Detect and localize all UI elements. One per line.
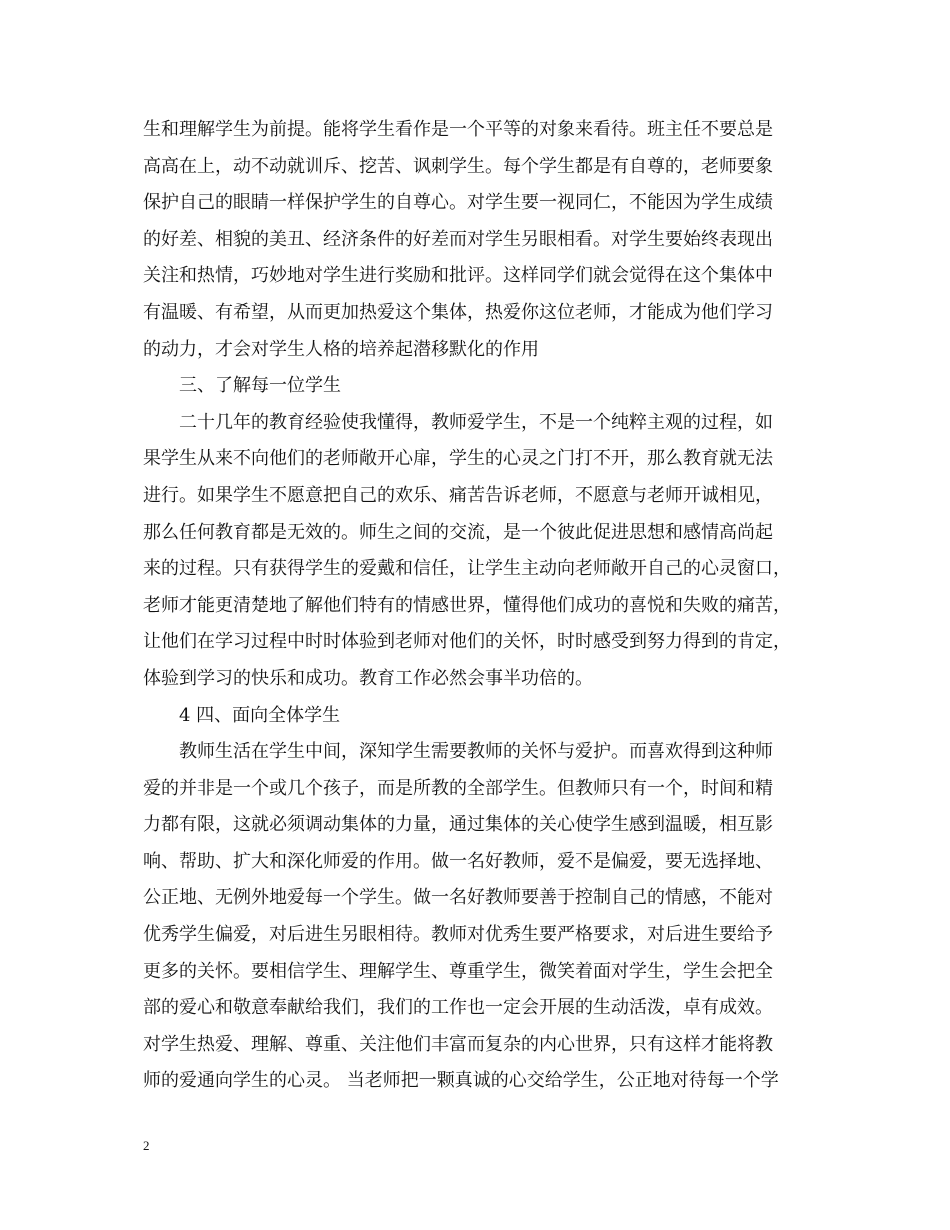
paragraph-line: 响、帮助、扩大和深化师爱的作用。做一名好教师，爱不是偏爱，要无选择地、 [143, 850, 773, 872]
paragraph-line: 让他们在学习过程中时时体验到老师对他们的关怀，时时感受到努力得到的肯定， [143, 631, 791, 653]
paragraph-line: 那么任何教育都是无效的。师生之间的交流，是一个彼此促进思想和感情高尚起 [143, 521, 773, 543]
paragraph-line: 公正地、无例外地爱每一个学生。做一名好教师要善于控制自己的情感，不能对 [143, 887, 773, 909]
paragraph-line: 的动力，才会对学生人格的培养起潜移默化的作用 [143, 338, 539, 360]
paragraph-line: 教师生活在学生中间，深知学生需要教师的关怀与爱护。而喜欢得到这种师 [179, 741, 773, 763]
section-heading: 4 四、面向全体学生 [179, 704, 341, 726]
paragraph-continuation [143, 112, 823, 368]
paragraph-line: 力都有限，这就必须调动集体的力量，通过集体的关心使学生感到温暖，相互影 [143, 814, 773, 836]
paragraph-line: 对学生热爱、理解、尊重、关注他们丰富而复杂的内心世界，只有这样才能将教 [143, 1033, 773, 1055]
paragraph-line: 优秀学生偏爱，对后进生另眼相待。教师对优秀生要严格要求，对后进生要给予 [143, 924, 773, 946]
paragraph-line: 老师才能更清楚地了解他们特有的情感世界，懂得他们成功的喜悦和失败的痛苦， [143, 594, 791, 616]
paragraph-line: 有温暖、有希望，从而更加热爱这个集体，热爱你这位老师，才能成为他们学习 [143, 301, 773, 323]
paragraph-line: 的好差、相貌的美丑、经济条件的好差而对学生另眼相看。对学生要始终表现出 [143, 228, 773, 250]
document-body [143, 112, 823, 1100]
paragraph-line: 保护自己的眼睛一样保护学生的自尊心。对学生要一视同仁，不能因为学生成绩 [143, 192, 773, 214]
section-heading: 三、了解每一位学生 [179, 375, 341, 397]
section-heading-4 [143, 698, 823, 735]
paragraph-line: 二十几年的教育经验使我懂得，教师爱学生，不是一个纯粹主观的过程，如 [179, 411, 773, 433]
section-heading-3 [143, 368, 823, 405]
paragraph-line: 部的爱心和敬意奉献给我们，我们的工作也一定会开展的生动活泼，卓有成效。 [143, 997, 773, 1019]
paragraph-all-students [143, 734, 823, 1100]
paragraph-line: 进行。如果学生不愿意把自己的欢乐、痛苦告诉老师，不愿意与老师开诚相见， [143, 484, 773, 506]
paragraph-line: 来的过程。只有获得学生的爱戴和信任，让学生主动向老师敞开自己的心灵窗口， [143, 558, 791, 580]
paragraph-line: 更多的关怀。要相信学生、理解学生、尊重学生，微笑着面对学生，学生会把全 [143, 960, 773, 982]
paragraph-line: 师的爱通向学生的心灵。 当老师把一颗真诚的心交给学生，公正地对待每一个学 [143, 1070, 779, 1092]
paragraph-line: 果学生从来不向他们的老师敞开心扉，学生的心灵之门打不开，那么教育就无法 [143, 448, 773, 470]
paragraph-line: 生和理解学生为前提。能将学生看作是一个平等的对象来看待。班主任不要总是 [143, 119, 773, 140]
paragraph-line: 关注和热情，巧妙地对学生进行奖励和批评。这样同学们就会觉得在这个集体中 [143, 265, 773, 287]
paragraph-understand-students [143, 405, 823, 698]
page-number: 2 [143, 1138, 150, 1153]
paragraph-line: 爱的并非是一个或几个孩子，而是所教的全部学生。但教师只有一个，时间和精 [143, 777, 773, 799]
paragraph-line: 高高在上，动不动就训斥、挖苦、讽刺学生。每个学生都是有自尊的，老师要象 [143, 155, 773, 177]
paragraph-line: 体验到学习的快乐和成功。教育工作必然会事半功倍的。 [143, 667, 593, 689]
